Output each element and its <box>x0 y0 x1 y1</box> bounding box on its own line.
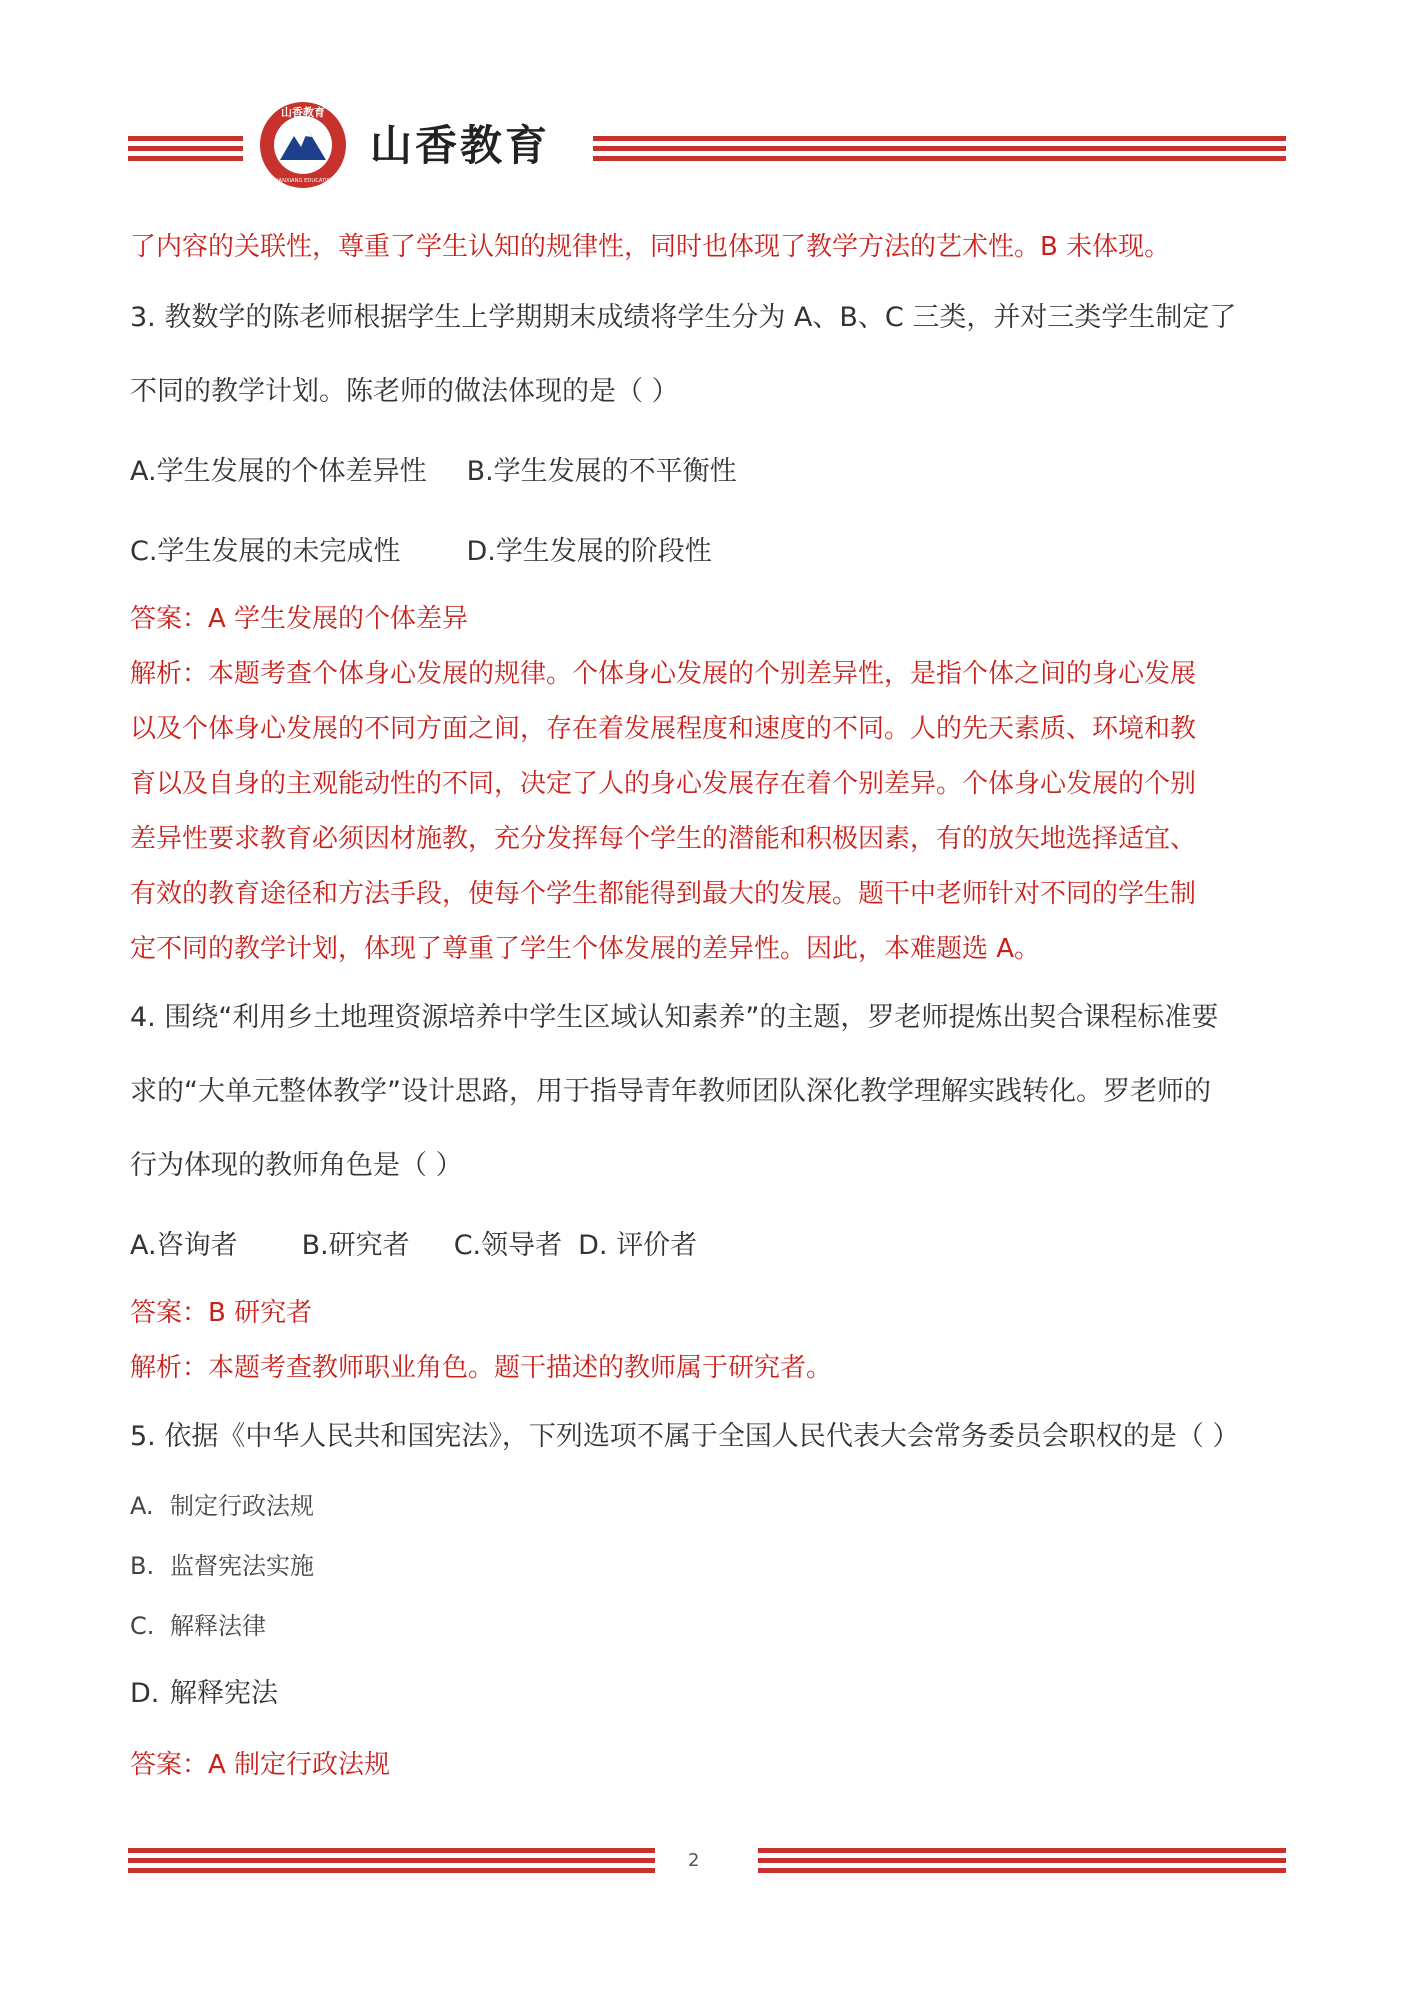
question-3-analysis-5: 有效的教育途径和方法手段，使每个学生都能得到最大的发展。题干中老师针对不同的学生制 <box>130 879 1197 909</box>
question-3-options-row-2 <box>130 529 1290 568</box>
option-text: 解释法律 <box>170 1612 266 1640</box>
option-text: 监督宪法实施 <box>170 1552 314 1580</box>
page-number: 2 <box>688 1850 700 1871</box>
question-4-option-d: D. 评价者 <box>578 1230 698 1261</box>
question-3-option-d: D.学生发展的阶段性 <box>466 536 712 567</box>
question-4-option-c: C.领导者 <box>453 1230 563 1261</box>
question-5-answer: 答案：A 制定行政法规 <box>130 1750 391 1780</box>
brand-title: 山香教育 <box>370 121 551 170</box>
question-4-stem-2: 求的“大单元整体教学”设计思路，用于指导青年教师团队深化教学理解实践转化。罗老师的 <box>130 1076 1211 1107</box>
shanxiang-logo-icon <box>258 100 348 190</box>
footer-rule-left <box>128 1848 655 1878</box>
question-4-option-a: A.咨询者 <box>130 1230 238 1261</box>
question-3-option-c: C.学生发展的未完成性 <box>130 536 401 567</box>
question-3-stem: 3. 教数学的陈老师根据学生上学期期末成绩将学生分为 A、B、C 三类，并对三类学生制定了 <box>130 302 1237 333</box>
option-text: 解释宪法 <box>170 1678 278 1709</box>
question-5-option-c <box>130 1606 1290 1641</box>
option-letter: D. <box>130 1678 160 1709</box>
question-4-option-b: B.研究者 <box>301 1230 410 1261</box>
question-3-option-b: B.学生发展的不平衡性 <box>466 456 737 487</box>
question-5-option-d <box>130 1671 1290 1710</box>
page-footer <box>128 1848 1286 1884</box>
option-text: 制定行政法规 <box>170 1492 314 1520</box>
header-rule-right <box>593 136 1286 166</box>
question-5-stem: 5. 依据《中华人民共和国宪法》，下列选项不属于全国人民代表大会常务委员会职权的是（ ） <box>130 1421 1240 1452</box>
logo-subtext: SHANXIANG EDUCATION <box>271 178 335 184</box>
question-4-options <box>130 1223 1290 1262</box>
option-letter: B. <box>130 1552 155 1580</box>
question-3-analysis-4: 差异性要求教育必须因材施教，充分发挥每个学生的潜能和积极因素，有的放矢地选择适宜、 <box>130 824 1197 854</box>
page-header <box>128 100 1286 190</box>
question-3-analysis-6: 定不同的教学计划，体现了尊重了学生个体发展的差异性。因此，本难题选 A。 <box>130 934 1041 964</box>
question-5-option-b <box>130 1546 1290 1581</box>
question-3-answer: 答案：A 学生发展的个体差异 <box>130 604 469 634</box>
question-3-analysis-1: 解析：本题考查个体身心发展的规律。个体身心发展的个别差异性，是指个体之间的身心发展 <box>130 659 1197 689</box>
explanation-continued: 了内容的关联性，尊重了学生认知的规律性，同时也体现了教学方法的艺术性。B 未体现。 <box>130 232 1171 262</box>
question-3-options-row-1 <box>130 449 1290 488</box>
option-letter: A. <box>130 1492 154 1520</box>
question-4-analysis: 解析：本题考查教师职业角色。题干描述的教师属于研究者。 <box>130 1353 833 1383</box>
question-3-stem-2: 不同的教学计划。陈老师的做法体现的是（ ） <box>130 376 679 407</box>
question-4-answer: 答案：B 研究者 <box>130 1298 313 1328</box>
question-3-analysis-2: 以及个体身心发展的不同方面之间，存在着发展程度和速度的不同。人的先天素质、环境和教 <box>130 714 1197 744</box>
question-4-stem: 4. 围绕“利用乡土地理资源培养中学生区域认知素养”的主题，罗老师提炼出契合课程标准要 <box>130 1002 1219 1033</box>
question-3-analysis-3: 育以及自身的主观能动性的不同，决定了人的身心发展存在着个别差异。个体身心发展的个别 <box>130 769 1197 799</box>
logo-text: 山香教育 <box>281 106 325 119</box>
question-5-option-a <box>130 1486 1290 1521</box>
question-4-stem-3: 行为体现的教师角色是（ ） <box>130 1150 463 1181</box>
footer-rule-right <box>758 1848 1286 1878</box>
question-3-option-a: A.学生发展的个体差异性 <box>130 456 427 487</box>
option-letter: C. <box>130 1612 155 1640</box>
header-rule-left <box>128 136 243 166</box>
